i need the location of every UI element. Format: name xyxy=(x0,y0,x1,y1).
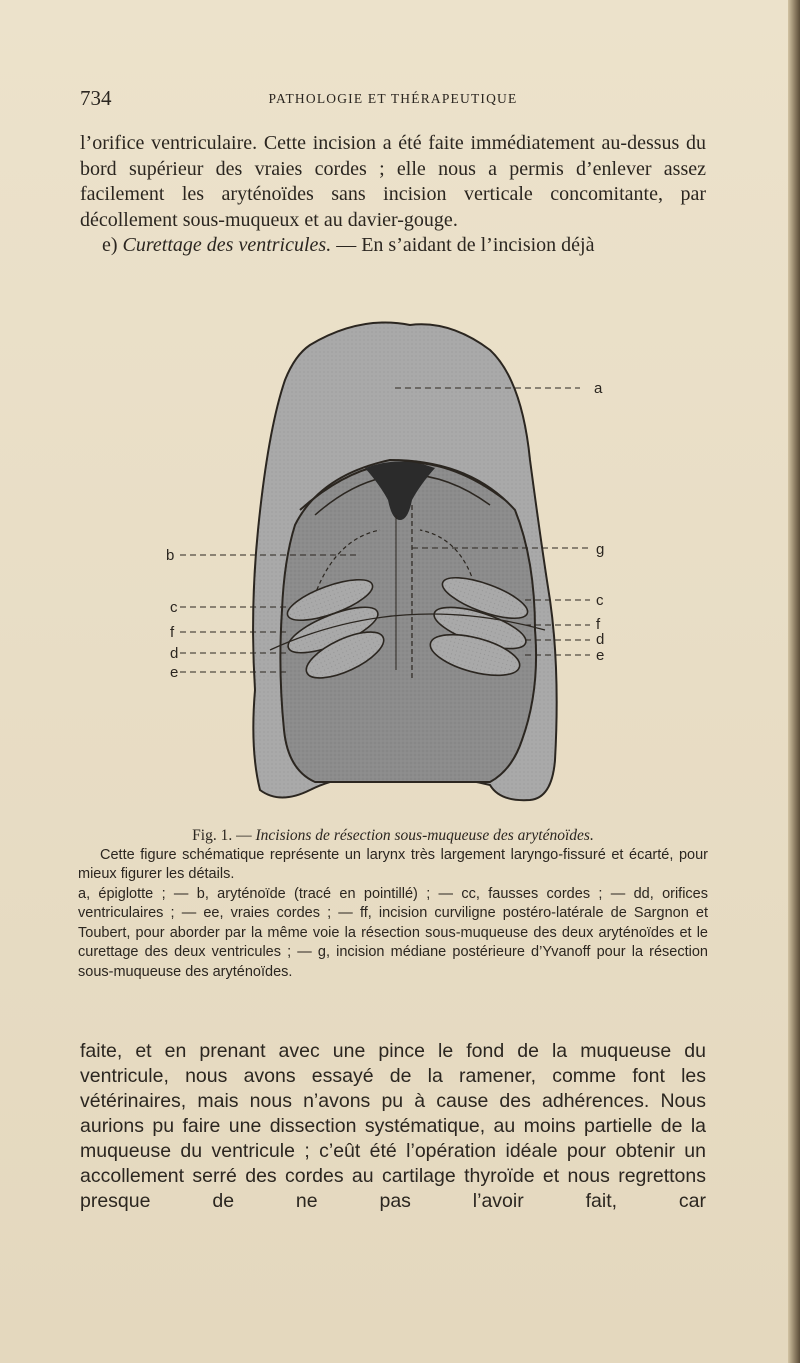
larynx-diagram xyxy=(150,310,640,810)
caption-legend: a, épiglotte ; — b, aryténoïde (tracé en pointillé) ; — cc, fausses cordes ; — dd, orifices ventriculaires ; — ee, vraies cordes ; — ff, incision curviligne postéro-latérale de Sargnon et Toubert, pour aborder par la même voie la résection sous-muqueuse des deux aryténoïdes et le curettage des deux ventricules ; — g, incision médiane postérieure d’Yvanoff pour la résection sous-muqueuse des aryténoïdes. xyxy=(78,885,708,980)
label-d-left: d xyxy=(170,645,179,662)
running-head: PATHOLOGIE ET THÉRAPEUTIQUE xyxy=(268,91,518,106)
top-paragraph-text: l’orifice ventriculaire. Cette incision a été faite immédiatement au-dessus du bord supérieur des vraies cordes ; elle nous a permis d’enlever assez facilement les aryténoïdes sans incision verticale concomitante, par décollement sous-muqueux et au davier-gouge. xyxy=(80,132,706,231)
label-c-right: c xyxy=(596,592,604,609)
caption-intro: Cette figure schématique représente un larynx très largement laryngo-fissuré et écarté, pour mieux figurer les détails. xyxy=(78,846,708,882)
label-d-right: d xyxy=(596,631,605,648)
label-a: a xyxy=(594,380,603,397)
label-f-left: f xyxy=(170,624,175,641)
larynx-figure xyxy=(150,310,640,810)
bottom-paragraph-text: faite, et en prenant avec une pince le fond de la muqueuse du ventricule, nous avons essayé de la ramener, comme font les vétérinaires, mais nous n’avons pu à cause des adhérences. Nous aurions pu faire une dissection systématique, au moins partielle de la muqueuse du ventricule ; c’eût été l’opération idéale pour obtenir un accollement serré des cordes au cartilage thyroïde et nous regrettons presque de ne pas l’avoir fait, car xyxy=(80,1040,706,1212)
section-rest: — En s’aidant de l’incision déjà xyxy=(331,234,595,256)
section-label: e) xyxy=(102,234,118,256)
page-edge xyxy=(788,0,800,1363)
label-c-left: c xyxy=(170,599,178,616)
figure-caption xyxy=(78,826,708,982)
section-e-line xyxy=(80,233,706,259)
section-title: Curettage des ventricules. xyxy=(122,234,332,256)
label-e-left: e xyxy=(170,664,179,681)
caption-title xyxy=(78,826,708,846)
label-e-right: e xyxy=(596,647,605,664)
label-f-right: f xyxy=(596,616,601,633)
bottom-paragraph xyxy=(80,1039,706,1214)
label-b: b xyxy=(166,547,175,564)
top-paragraph xyxy=(80,131,706,259)
caption-fig-prefix: Fig. 1. — xyxy=(192,827,256,844)
page-header xyxy=(80,86,706,112)
page-number: 734 xyxy=(80,86,112,110)
label-g: g xyxy=(596,541,605,558)
caption-fig-title: Incisions de résection sous-muqueuse des aryténoïdes. xyxy=(255,827,594,844)
